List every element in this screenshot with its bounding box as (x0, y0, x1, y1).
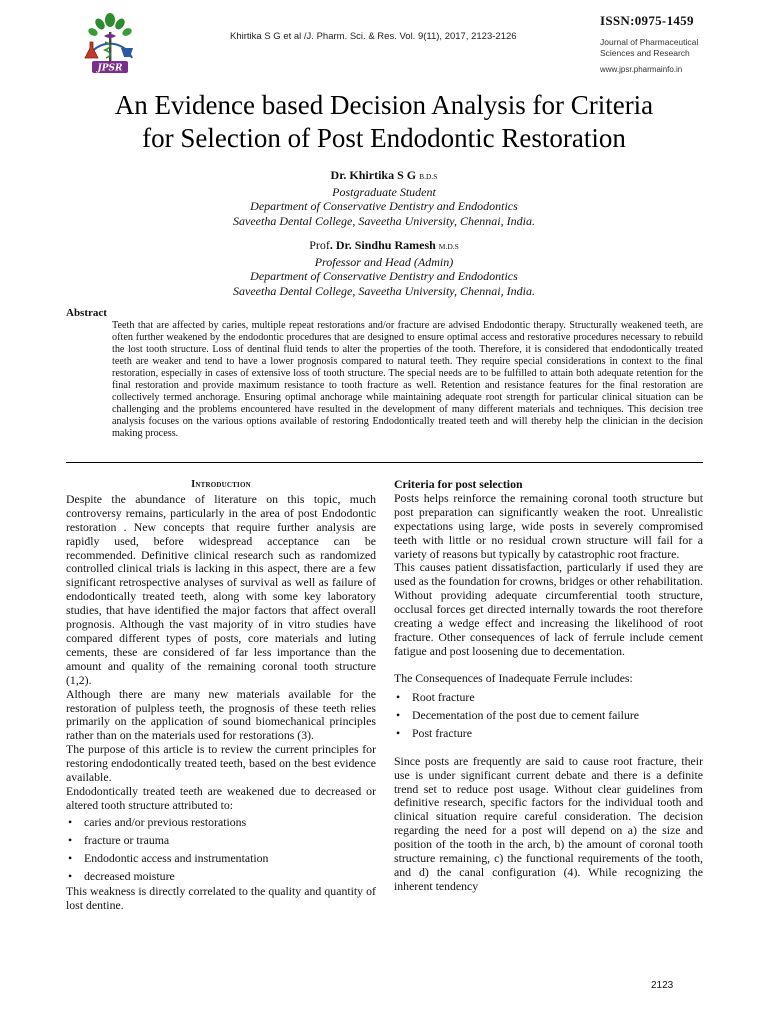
abstract-text: Teeth that are affected by caries, multiple repeat restorations and/or fracture are advised Endodontic therapy. Structurally weakened teeth, are often further weakened by the endodontic procedures that are designed to ensure optimal access and restorative procedures necessary to rebuild the lost tooth structure. Loss of dentinal fluid tends to alter the properties of the tooth. Therefore, it is considered that endodontically treated teeth are weaker and tend to have a lower prognosis compared to natural teeth. They require special considerations in context to the final restoration, especially in cases of extensive loss of tooth structure. The special needs are to be fulfilled to attain both adequate retention for the final restoration and provide maximum resistance to tooth fracture as well. Retention and resistance features for the final restoration are collectively termed anchorage. Ensuring optimal anchorage while maintaining adequate root strength for particular clinical situation can be challenging and the problems encountered have resulted in the development of many different materials and techniques. This decision tree analysis focuses on the various options available of restoring Endodontically treated teeth and will thereby help the clinician in the decision making process. (112, 320, 703, 439)
author-prefix: Prof (309, 238, 330, 252)
logo-text: JPSR (97, 63, 123, 74)
author-name: Dr. Khirtika S G (330, 168, 417, 182)
paragraph: This causes patient dissatisfaction, particularly if used they are used as the foundation for crowns, bridges or other rehabilitation. Without providing adequate circumferential tooth structure, occlusal forces get directed internally towards the root therefore creating a wedge effect and increasing the likelihood of root fracture. Other consequences of lack of ferrule include cement fatigue and post loosening due to decementation. (394, 560, 703, 658)
list-item: • decreased moisture (68, 868, 175, 883)
bullet-icon: • (396, 707, 401, 722)
bullet-list (66, 813, 376, 885)
abstract-heading: Abstract (66, 307, 107, 319)
paragraph: Endodontically treated teeth are weakened due to decreased or altered tooth structure attributed to: (66, 783, 376, 812)
author-institution: Saveetha Dental College, Saveetha University, Chennai, India. (233, 213, 535, 228)
bullet-icon: • (68, 868, 73, 883)
list-item: • Post fracture (396, 725, 472, 740)
introduction-heading: Introduction (191, 479, 251, 490)
author-name: . Dr. Sindhu Ramesh (329, 238, 436, 252)
paragraph: The Consequences of Inadequate Ferrule includes: (394, 670, 633, 685)
criteria-heading: Criteria for post selection (394, 477, 523, 491)
section-heading-introduction (66, 478, 376, 492)
journal-name (600, 37, 698, 59)
bullet-icon: • (396, 689, 401, 704)
paragraph: The purpose of this article is to review the current principles for restoring endodontically treated teeth, based on the best evidence available. (66, 742, 376, 785)
author-block-1 (0, 168, 768, 228)
author-block-2 (0, 238, 768, 298)
author-degree: B.D.S (419, 172, 438, 181)
list-item: • Decementation of the post due to cement failure (396, 707, 640, 722)
paragraph: Despite the abundance of literature on this topic, much controversy remains, particularly in the area of post Endodontic restoration . New concepts that require further analysis are rapidly used, before widespread acceptance can be recommended. Definitive clinical research such as randomized controlled clinical trials is lacking in this aspect, there are a few significant retrospective analyses of survival as well as failure of endodontically treated teeth, along with some key laboratory studies, that have identified the major factors that affect overall prognosis. Although the vast majority of in vitro studies have compared different types of posts, core materials and luting cements, these are considered of far less importance than the amount and quality of the remaining coronal tooth structure (1,2). (66, 491, 376, 687)
journal-logo (78, 12, 142, 76)
bullet-list (394, 688, 703, 742)
title-line2: for Selection of Post Endodontic Restoration (142, 123, 626, 153)
jpsr-logo-icon (78, 12, 142, 76)
section-divider (66, 462, 703, 463)
bullet-icon: • (68, 814, 73, 829)
paragraph: Posts helps reinforce the remaining coronal tooth structure but post preparation can significantly weaken the root. Unrealistic expectations using large, wide posts in severely compromised teeth with little or no residual crown structure will fail for a variety of reasons but typically by catastrophic root fracture. (394, 490, 703, 561)
paragraph: This weakness is directly correlated to the quality and quantity of lost dentine. (66, 883, 376, 912)
author-degree: M.D.S (438, 242, 459, 251)
paragraph: Since posts are frequently are said to cause root fracture, their use is under significant current debate and there is a definite trend set to reduce post usage. Without clear guidelines from definitive research, specific factors for the individual tooth and clinical situation require careful consideration. The decision regarding the need for a post will depend on a) the size and position of the tooth in the arch, b) the amount of coronal tooth structure remaining, c) the functional requirements of the tooth, and d) the canal configuration (4). While recognizing the inherent tendency (394, 753, 703, 893)
issn-label: ISSN:0975-1459 (600, 13, 694, 28)
right-column (394, 478, 703, 894)
page-number: 2123 (651, 980, 674, 991)
journal-name-line1: Journal of Pharmaceutical (600, 37, 699, 47)
title-line1: An Evidence based Decision Analysis for Criteria (114, 90, 654, 120)
list-item: • caries and/or previous restorations (68, 814, 247, 829)
bullet-icon: • (396, 725, 401, 740)
paper-title (0, 89, 768, 155)
author-department: Department of Conservative Dentistry and Endodontics (250, 199, 518, 213)
paragraph: Although there are many new materials available for the restoration of pulpless teeth, the prognosis of these teeth relies primarily on the application of sound biomechanical principles rather than on the materials used for restorations (3). (66, 686, 376, 743)
journal-name-line2: Sciences and Research (600, 48, 690, 58)
list-item: • fracture or trauma (68, 832, 170, 847)
author-role: Professor and Head (Admin) (314, 254, 454, 269)
list-item: • Root fracture (396, 689, 475, 704)
bullet-icon: • (68, 832, 73, 847)
citation-line: Khirtika S G et al /J. Pharm. Sci. & Res. Vol. 9(11), 2017, 2123-2126 (230, 31, 517, 42)
author-role: Postgraduate Student (332, 184, 436, 199)
author-department: Department of Conservative Dentistry and Endodontics (250, 269, 518, 283)
journal-url: www.jpsr.pharmainfo.in (600, 65, 683, 74)
list-item: • Endodontic access and instrumentation (68, 850, 269, 865)
bullet-icon: • (68, 850, 73, 865)
left-column (66, 478, 376, 913)
author-institution: Saveetha Dental College, Saveetha University, Chennai, India. (233, 283, 535, 298)
